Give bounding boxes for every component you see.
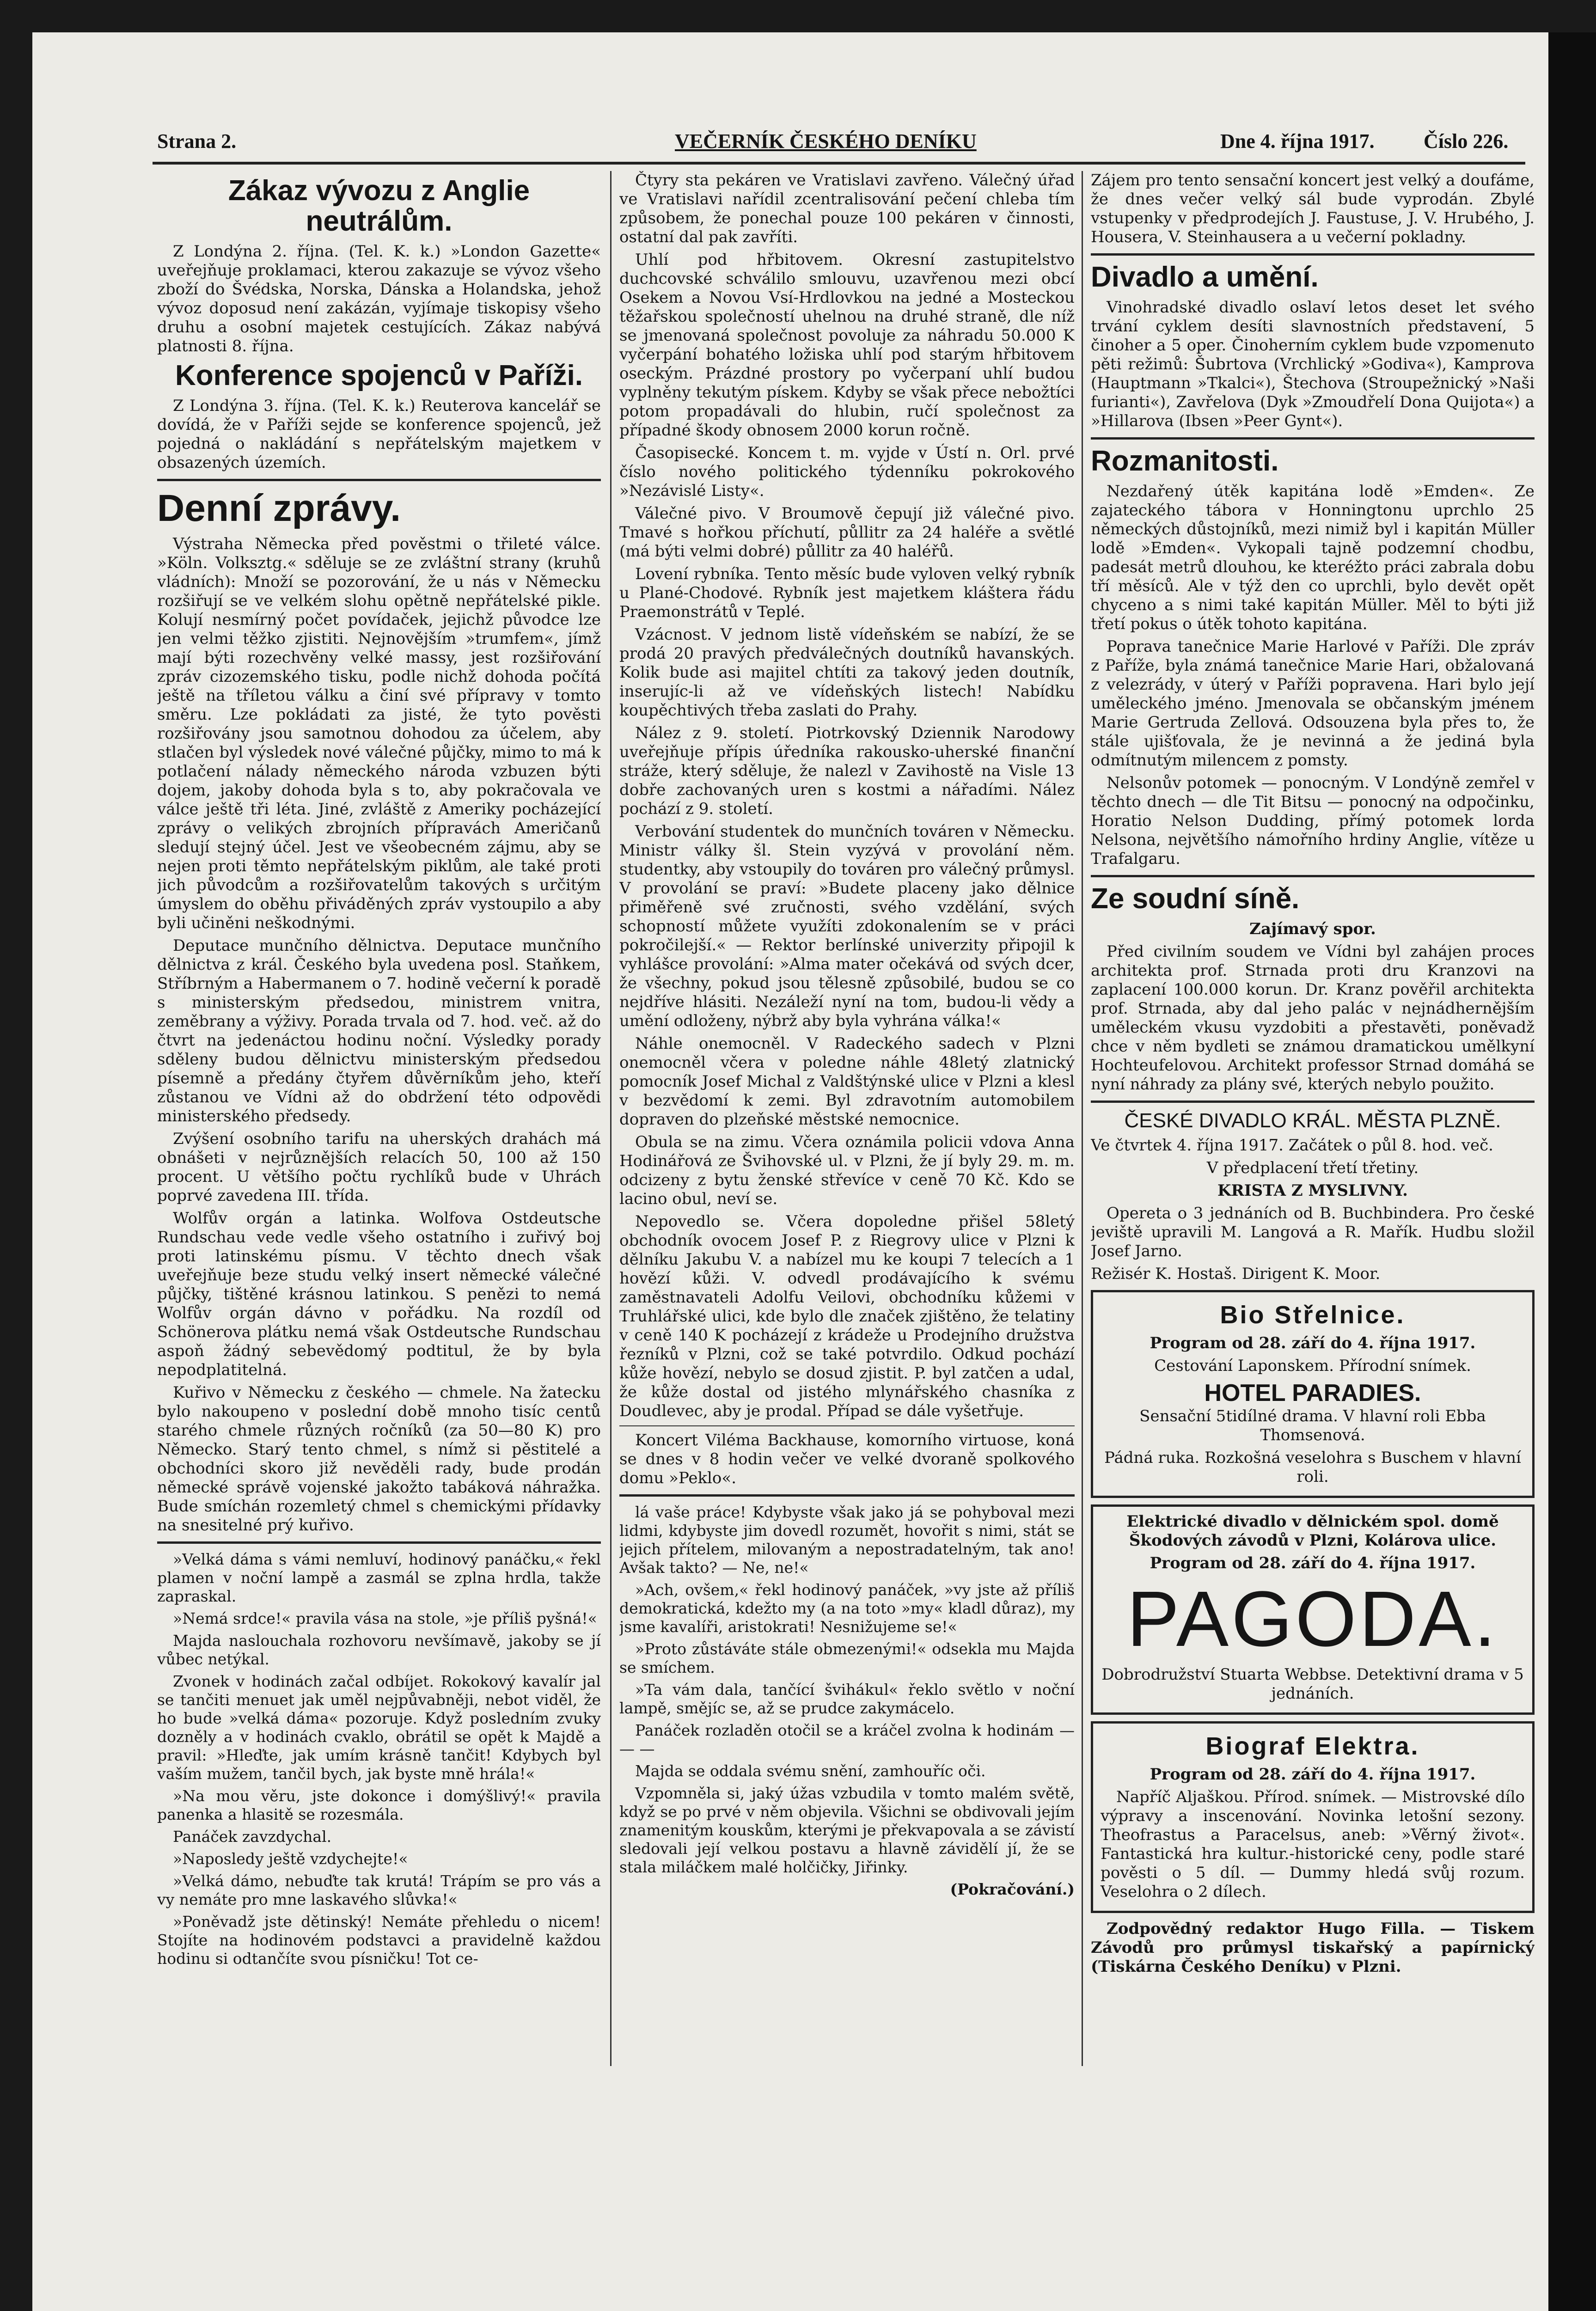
section-title-soud: Ze soudní síně. xyxy=(1091,883,1300,915)
feuilleton-paragraph: »Ta vám dala, tančící švihákul« řeklo světlo v noční lampě, smějíc se, až se prudce zakymácelo. xyxy=(619,1681,1075,1717)
header-rule xyxy=(153,162,1525,165)
theatre-credits: Režisér K. Hostaš. Dirigent K. Moor. xyxy=(1091,1265,1381,1283)
feuilleton-paragraph: »Velká dáma s vámi nemluví, hodinový panáčku,« řekl plamen v noční lampě a zasmál se zplna hrdla, takže zapraskal. xyxy=(157,1550,601,1605)
article-koncert-continued: Zájem pro tento sensační koncert jest velký a doufáme, že dnes večer velký sál bude vyprodán. Zbylé vstupenky v předprodejích J. Faustuse, J. V. Hrubého, J. Housera, V. Steinhausera a u večerní pokladny. xyxy=(1091,171,1535,246)
theatre-subscription: V předplacení třetí třetiny. xyxy=(1206,1159,1419,1177)
ad-title: Bio Střelnice. xyxy=(1220,1301,1406,1329)
section-title-divadlo: Divadlo a umění. xyxy=(1091,261,1319,293)
feuilleton-paragraph: Majda se oddala svému snění, zamhouříc oči. xyxy=(635,1762,986,1780)
feuilleton-paragraph: »Poněvadž jste dětinský! Nemáte přehledu o nicem! Stojíte na hodinovém podstavci a pravidelně každou hodinu si odtančíte svou písničku! Tot ce- xyxy=(157,1913,601,1968)
ad-program: Program od 28. září do 4. října 1917. xyxy=(1150,1765,1476,1784)
feuilleton-paragraph: lá vaše práce! Kdybyste však jako já se pohyboval mezi lidmi, kdybyste jim dovedl rozumět, hovořit s nimi, stát se jejich přítelem, milovaným a nepostradatelným, tak ano! Avšak takto? — Ne, ne!« xyxy=(619,1503,1075,1577)
article-nelson: Nelsonův potomek — ponocným. V Londýně zemřel v těchto dnech — dle Tit Bitsu — ponocný na odpočinku, Horatio Nelson Dudding, přímý potomek lorda Nelsona, největšího námořního hrdiny Anglie, vítěze u Trafalgaru. xyxy=(1091,774,1535,868)
article-verbovani: Verbování studentek do munčních továren v Německu. Ministr války šl. Stein vyzývá v provolání něm. studentky, aby vstoupily do továren pro válečný průmysl. V provolání se praví: »Budete placeny jako dělnice přiměřeně své zručnosti, svého vzdělání, svých schopností můžete využíti zdokonalením se v práci pokročilejší.« — Rektor berlínské univerzity připojil k vyhlášce provolání: »Alma mater očekává od svých dcer, že všechny, pokud jsou tělesně způsobilé, budou se co nejdříve hlásiti. Nezáleží nyní na tom, budou-li vědy a umění odloženy, nýbrž aby byla vyhrána válka!« xyxy=(619,822,1075,1030)
divider xyxy=(619,1425,1075,1426)
feuilleton-paragraph: Majda naslouchala rozhovoru nevšímavě, jakoby se jí vůbec netýkal. xyxy=(157,1632,601,1668)
theatre-play-title: KRISTA Z MYSLIVNY. xyxy=(1217,1181,1408,1200)
issue-date: Dne 4. října 1917. xyxy=(1220,130,1375,153)
column-1 xyxy=(157,171,601,2085)
article-casopis: Časopisecké. Koncem t. m. vyjde v Ústí n. Orl. prvé číslo nového politického týdenníku pokrokového »Nezávislé Listy«. xyxy=(619,444,1075,500)
ad-title: Biograf Elektra. xyxy=(1205,1732,1420,1760)
section-rule xyxy=(1091,875,1535,877)
article-emden: Nezdařený útěk kapitána lodě »Emden«. Ze zajateckého tábora v Honningtonu uprchlo 25 německých důstojníků, mezi nimiž byl i kapitán Müller lodě »Emden«. Vykopali tajně podzemní chodbu, padesát metrů dlouhou, ke kteréžto práci zabrala dobu tří měsíců. Ale v týž den co uprchli, bylo devět opět chyceno a s nimi také kapitán Müller. Měl to býti již třetí pokus o útěk tohoto kapitána. xyxy=(1091,482,1535,633)
article-pekaren: Čtyry sta pekáren ve Vratislavi zavřeno. Válečný úřad ve Vratislavi nařídil zcentralisování pečení chleba tím způsobem, že ponechal pouze 100 pekáren v činnosti, ostatní dal pak zavříti. xyxy=(619,171,1075,246)
ad-line: Sensační 5tidílné drama. V hlavní roli Ebba Thomsenová. xyxy=(1139,1407,1486,1444)
article-onemocneni: Náhle onemocněl. V Radeckého sadech v Plzni onemocněl včera v poledne náhle 48letý zlatnický pomocník Josef Michal z Valdštýnské ulice v Plzni a klesl v bezvědomí k zemi. Byl zdravotním automobilem dopraven do plzeňské městské nemocnice. xyxy=(619,1034,1075,1129)
feuilleton-paragraph: »Velká dámo, nebuďte tak krutá! Trápím se pro vás a vy nemáte pro mne laskavého slůvka!« xyxy=(157,1872,601,1908)
ad-program: Program od 28. září do 4. října 1917. xyxy=(1150,1334,1476,1352)
ad-line: Cestování Laponskem. Přírodní snímek. xyxy=(1154,1357,1471,1375)
section-rule xyxy=(1091,253,1535,256)
article-tarif: Zvýšení osobního tarifu na uherských drahách má obnášeti v nejrůznějších relacích 50, 100 až 150 procent. U většího počtu rychlíků bude v Uhrách poprvé zavedena III. třída. xyxy=(157,1130,601,1205)
theatre-date: Ve čtvrtek 4. října 1917. Začátek o půl 8. hod. več. xyxy=(1091,1136,1493,1155)
masthead: VEČERNÍK ČESKÉHO DENÍKU xyxy=(675,130,977,153)
imprint: Zodpovědný redaktor Hugo Filla. — Tiskem Závodů pro průmysl tiskařský a papírnický (Tiskárna Českého Deníku) v Plzni. xyxy=(1091,1920,1535,1976)
article-uhli: Uhlí pod hřbitovem. Okresní zastupitelstvo duchcovské schválilo smlouvu, uzavřenou mezi obcí Osekem a Novou Vsí-Hrdlovkou na jedné a Mosteckou těžařskou společností uhelnou na druhé straně, dle níž se jmenovaná společnost povoluje za náhradu 50.000 K vyčerpání bohatého ložiska uhlí pod starým hřbitovem oseckým. Prázdné prostory po vyčerpaní uhlí budou vyplněny tekutým pískem. Kdyby se však přece nebožtíci potom propadávali do hlubin, ručí společnost za případné škody obnosem 2000 korun ročně. xyxy=(619,251,1075,440)
article-kurivo: Kuřivo v Německu z českého — chmele. Na žatecku bylo nakoupeno v poslední době mnoho tisíc centů starého chmele různých ročníků (za 50—80 K) pro Německo. Starý tento chmel, s nímž si pěstitelé a obchodníci skoro již nevěděli rady, bude prodán německé správě vojenské jakožto tabáková náhražka. Bude smíchán rozemletý chmel s chemickými přídavky na snesitelné prý kuřivo. xyxy=(157,1383,601,1535)
ad-feature-title: PAGODA. xyxy=(1126,1575,1498,1663)
article-koncert: Koncert Viléma Backhause, komorního virtuose, koná se dnes v 8 hodin večer ve velké dvoraně spolkového domu »Peklo«. xyxy=(619,1431,1075,1487)
article-ryby: Lovení rybníka. Tento měsíc bude vyloven velký rybník u Plané-Chodové. Rybník jest majetkem kláštera řádu Praemonstrátů v Teplé. xyxy=(619,565,1075,621)
article-nalez: Nález z 9. století. Piotrkovský Dziennik Narodowy uveřejňuje přípis úředníka rakousko-uherské finanční stráže, který sděluje, že nalezl v Zavihostě na Visle 13 dobře zachovaných uren s kostmi a nářadími. Nález pochází z 9. století. xyxy=(619,724,1075,818)
feuilleton-paragraph: Panáček rozladěn otočil se a kráčel zvolna k hodinám — — — xyxy=(619,1721,1075,1758)
ad-pagoda xyxy=(1091,1504,1535,1715)
ad-feature-title: HOTEL PARADIES. xyxy=(1204,1380,1421,1406)
section-title-denni: Denní zprávy. xyxy=(157,487,401,529)
theatre-description: Opereta o 3 jednáních od B. Buchbindera. Pro české jeviště upravili M. Langová a R. Mařík. Hudbu složil Josef Jarno. xyxy=(1091,1204,1535,1260)
column-divider xyxy=(1082,171,1083,2066)
article-deputace: Deputace munčního dělnictva. Deputace munčního dělnictva z král. Českého byla uvedena posl. Staňkem, Stříbrným a Habermanem o 7. hodině večerní k poradě s ministerským předsedou, ministrem vnitra, zeměbrany a výživy. Porada trvala od 7. hod. več. až do čtvrt na jedenáctou hodinu noční. Výsledky porady sděleny budou dělnictvu ministerským předsedou písemně a předány čtyřem důvěrníkům jeho, kteří zůstanou ve Vídni až do obdržení této odpovědi ministerského předsedy. xyxy=(157,936,601,1125)
ad-line: Dobrodružství Stuarta Webbse. Detektivní drama v 5 jednáních. xyxy=(1101,1665,1524,1703)
article-soud: Před civilním soudem ve Vídni byl zahájen proces architekta prof. Strnada proti dru Kranzovi na zaplacení 100.000 korun. Dr. Kranz pověřil architekta prof. Strnada, aby dal jeho palác v nejnádhernějším uměleckém vkusu vyzdobiti a přestavěti, poněvadž chce v něm bydleti se známou dramatickou umělkyní Hochteufelovou. Architekt professor Strnad domáhá se nyní náhrady za plány své, kterých nebylo použito. xyxy=(1091,942,1535,1094)
section-rule xyxy=(157,479,601,481)
headline-konference: Konference spojenců v Paříži. xyxy=(175,360,583,391)
headline-anglie: Zákaz vývozu z Anglie neutrálům. xyxy=(228,175,530,237)
article-obuv: Obula se na zimu. Včera oznámila policii vdova Anna Hodinářová ze Švihovské ul. v Plzni, že jí byly 29. m. m. odcizeny z bytu ženské střevíce v ceně 70 Kč. Kdo se lacino obul, neví se. xyxy=(619,1133,1075,1208)
feuilleton-part-2 xyxy=(619,1503,1075,1899)
continuation-note: (Pokračování.) xyxy=(950,1880,1075,1898)
article-konference: Z Londýna 3. října. (Tel. K. k.) Reuterova kancelář se dovídá, že v Paříži sejde se konference spojenců, jež pojedná o nakládání s nepřátelským majetkem v obsazených územích. xyxy=(157,397,601,472)
article-anglie: Z Londýna 2. října. (Tel. K. k.) »London Gazette« uveřejňuje proklamaci, kterou zakazuje se vývoz všeho zboží do Švédska, Norska, Dánska a Holandska, jehož vývoz doposud není zakázán, vyjímaje tiskopisy všeho druhu a osobní majetek cestujících. Zákaz nabývá platnosti 8. října. xyxy=(157,242,601,355)
subheading-spor: Zajímavý spor. xyxy=(1249,920,1376,938)
column-2 xyxy=(619,171,1075,2085)
feuilleton-paragraph: Panáček zavzdychal. xyxy=(173,1828,332,1846)
feuilleton-paragraph: »Na mou věru, jste dokonce i domýšlivý!« pravila panenka a hlasitě se rozesmála. xyxy=(157,1787,601,1823)
feuilleton-paragraph: Zvonek v hodinách začal odbíjet. Rokokový kavalír jal se tančiti menuet jak uměl nejpůvabněji, nebot viděl, že ho bude »velká dáma« pozoruje. Když posledním zvuky dozněly a v hodinách cvaklo, obrátil se opět k Majdě a pravil: »Hleďte, jak umím krásně tančit! Kdybych byl vaším mužem, tančil bych, jak byste mně hrála!« xyxy=(157,1672,601,1783)
article-vinohrady: Vinohradské divadlo oslaví letos deset let svého trvání cyklem desíti slavnostních představení, 5 činoher a 5 oper. Činoherním cyklem bude vzpomenuto pěti režimů: Šubrtova (Vrchlický »Godiva«), Kamprova (Hauptmann »Tkalci«), Štechova (Stroupežnický »Naši furianti«), Zavřelova (Dyk »Zmoudřelí Dona Quijota«) a »Hillarova (Ibsen »Peer Gynt«). xyxy=(1091,298,1535,430)
feuilleton-part-1 xyxy=(157,1550,601,1968)
feuilleton-paragraph: Vzpomněla si, jaký úžas vzbudila v tomto malém světě, když se po prvé v něm objevila. Všichni se obdivovali jejím znamenitým kouskům, kterými je překvapovala a se závistí sledovali její velkou postavu a hlavně závidělí jí, že se stala miláčkem malé holčičky, Jiřinky. xyxy=(619,1784,1075,1876)
page-number: Strana 2. xyxy=(157,130,237,153)
article-wolf: Wolfův orgán a latinka. Wolfova Ostdeutsche Rundschau vede vedle všeho ostatního i zuřivý boj proti latinskému písmu. V těchto dnech však uveřejňuje beze studu velký insert německé válečné půjčky, tištěné krásnou latinkou. S penězi to nemá Wolfův orgán dávno v pořádku. Na rozdíl od Schönerova plátku nemá však Ostdeutsche Rundschau aspoň žádný sebevědomý podtitul, že by byla nepodplatitelná. xyxy=(157,1209,601,1379)
column-3 xyxy=(1091,171,1535,2311)
ad-line: Pádná ruka. Rozkošná veselohra s Buschem v hlavní roli. xyxy=(1104,1449,1521,1486)
scan-border xyxy=(1548,32,1596,2311)
article-nepovedlo: Nepovedlo se. Včera dopoledne přišel 58letý obchodník ovocem Josef P. z Riegrovy ulice v Plzni k dělníku Jakubu V. a nabízel mu ke koupi 7 telecích a 1 hovězí kůži. V. odvedl prodávajícího k svému zaměstnavateli Adolfu Veilovi, obchodníku kůžemi v Truhlářské ulici, kde bylo dle značek zjištěno, že telatiny v ceně 140 K pocházejí z krádeže u Prodejního družstva řezníků v Plzni, což se také potvrdilo. Odkud pochází kůže hovězí, nebylo se dosud zjistit. P. byl zatčen a udal, že kůže dostal od jistého mlynářského chasníka z Doudlevec, aby je prodal. Případ se dále vyšetřuje. xyxy=(619,1212,1075,1420)
section-title-rozmanitosti: Rozmanitosti. xyxy=(1091,445,1279,477)
section-rule xyxy=(1091,437,1535,440)
feuilleton-paragraph: »Ach, ovšem,« řekl hodinový panáček, »vy jste až příliš demokratická, kdežto my (a na toto »my« kladl důraz), my jsme kavalíři, aristokrati! Nesnižujeme se!« xyxy=(619,1581,1075,1636)
ad-venue: Elektrické divadlo v dělnickém spol. domě Škodových závodů v Plzni, Kolárova ulice. xyxy=(1126,1512,1499,1550)
feuilleton-paragraph: »Naposledy ještě vzdychejte!« xyxy=(173,1850,408,1868)
article-vzacnost: Vzácnost. V jednom listě vídeňském se nabízí, že se prodá 20 pravých předválečných doutníků havanských. Kolik bude asi majitel chtíti za takový jeden doutník, inserujíc-li až ve vídeňských listech! Nabídku koupěchtivých třeba zaslati do Prahy. xyxy=(619,625,1075,720)
ad-program: Program od 28. září do 4. října 1917. xyxy=(1150,1554,1476,1572)
feuilleton-rule xyxy=(157,1541,601,1544)
issue-number: Číslo 226. xyxy=(1424,130,1509,153)
article-pivo: Válečné pivo. V Broumově čepují již válečné pivo. Tmavé s hořkou příchutí, půllitr za 24 haléře a světlé (má býti velmi dobré) půllitr za 40 haléřů. xyxy=(619,504,1075,561)
feuilleton-paragraph: »Nemá srdce!« pravila vása na stole, »je příliš pyšná!« xyxy=(173,1609,597,1627)
column-divider xyxy=(610,171,611,2066)
section-rule xyxy=(1091,1100,1535,1103)
article-vystraha: Výstraha Německa před pověstmi o třileté válce. »Köln. Volksztg.« sděluje se ze zvláštní strany (kruhů vládních): Množí se pozorování, že u nás v Německu rozšiřují se ve velkém slohu opětně nepřátelské pikle. Kolují nesmírný počet povídaček, jejichž původce lze jen velmi těžko zjistiti. Nejnovějším »trumfem«, jímž mají býti rozechvěny velké massy, jest rozšiřování zpráv cizozemského tisku, podle nichž dohoda počítá ještě na tříletou válku a činí své přípravy v tomto směru. Lze pokládati za jisté, že tyto pověsti rozšiřovány jsou samotnou dohodou za účelem, aby stlačen byl výsledek nové válečné půjčky, mimo to má k potlačení nálady německého národa vzbuzen býti dojem, jakoby dohoda byla s to, aby pokračovala ve válce ještě tři léta. Jiné, zvláště z Ameriky pocházející zprávy o velikých zbrojních přípravách Američanů sledují stejný účel. Jest ve všeobecném zájmu, aby se nejen proti těmto nepřátelským piklům, ale také proti jich původcům a rozšiřovatelům takových s určitým úmyslem do oběhu přiváděných zpráv vystoupilo a aby byli učiněni neškodnými. xyxy=(157,535,601,932)
theatre-title: ČESKÉ DIVADLO KRÁL. MĚSTA PLZNĚ. xyxy=(1124,1109,1501,1132)
article-hari: Poprava tanečnice Marie Harlové v Paříži. Dle zpráv z Paříže, byla známá tanečnice Marie Hari, obžalovaná z velezrády, v úterý v Paříži popravena. Hari bylo její uměleckého jméno. Jmenovala se občanským jménem Marie Gertruda Zellová. Odsouzena byla přes to, že stále ujišťovala, že je nevinná a že jediná byla odmítnutým milencem z pomsty. xyxy=(1091,637,1535,770)
page-header xyxy=(157,129,1525,157)
feuilleton-paragraph: »Proto zůstáváte stále obmezenými!« odsekla mu Majda se smíchem. xyxy=(619,1640,1075,1676)
ad-line: Napříč Aljaškou. Přírod. snímek. — Mistrovské dílo výpravy a inscenování. Novinka letošní sezony. Theofrastus a Paracelsus, aneb: »Věrný život«. Fantastická hra kultur.-historické ceny, podle staré pověsti o 5 díl. — Dummy hledá svůj rozum. Veselohra o 2 dílech. xyxy=(1101,1788,1525,1901)
ad-elektra xyxy=(1091,1721,1535,1913)
feuilleton-rule xyxy=(619,1494,1075,1497)
ad-bio-strelnice xyxy=(1091,1290,1535,1498)
